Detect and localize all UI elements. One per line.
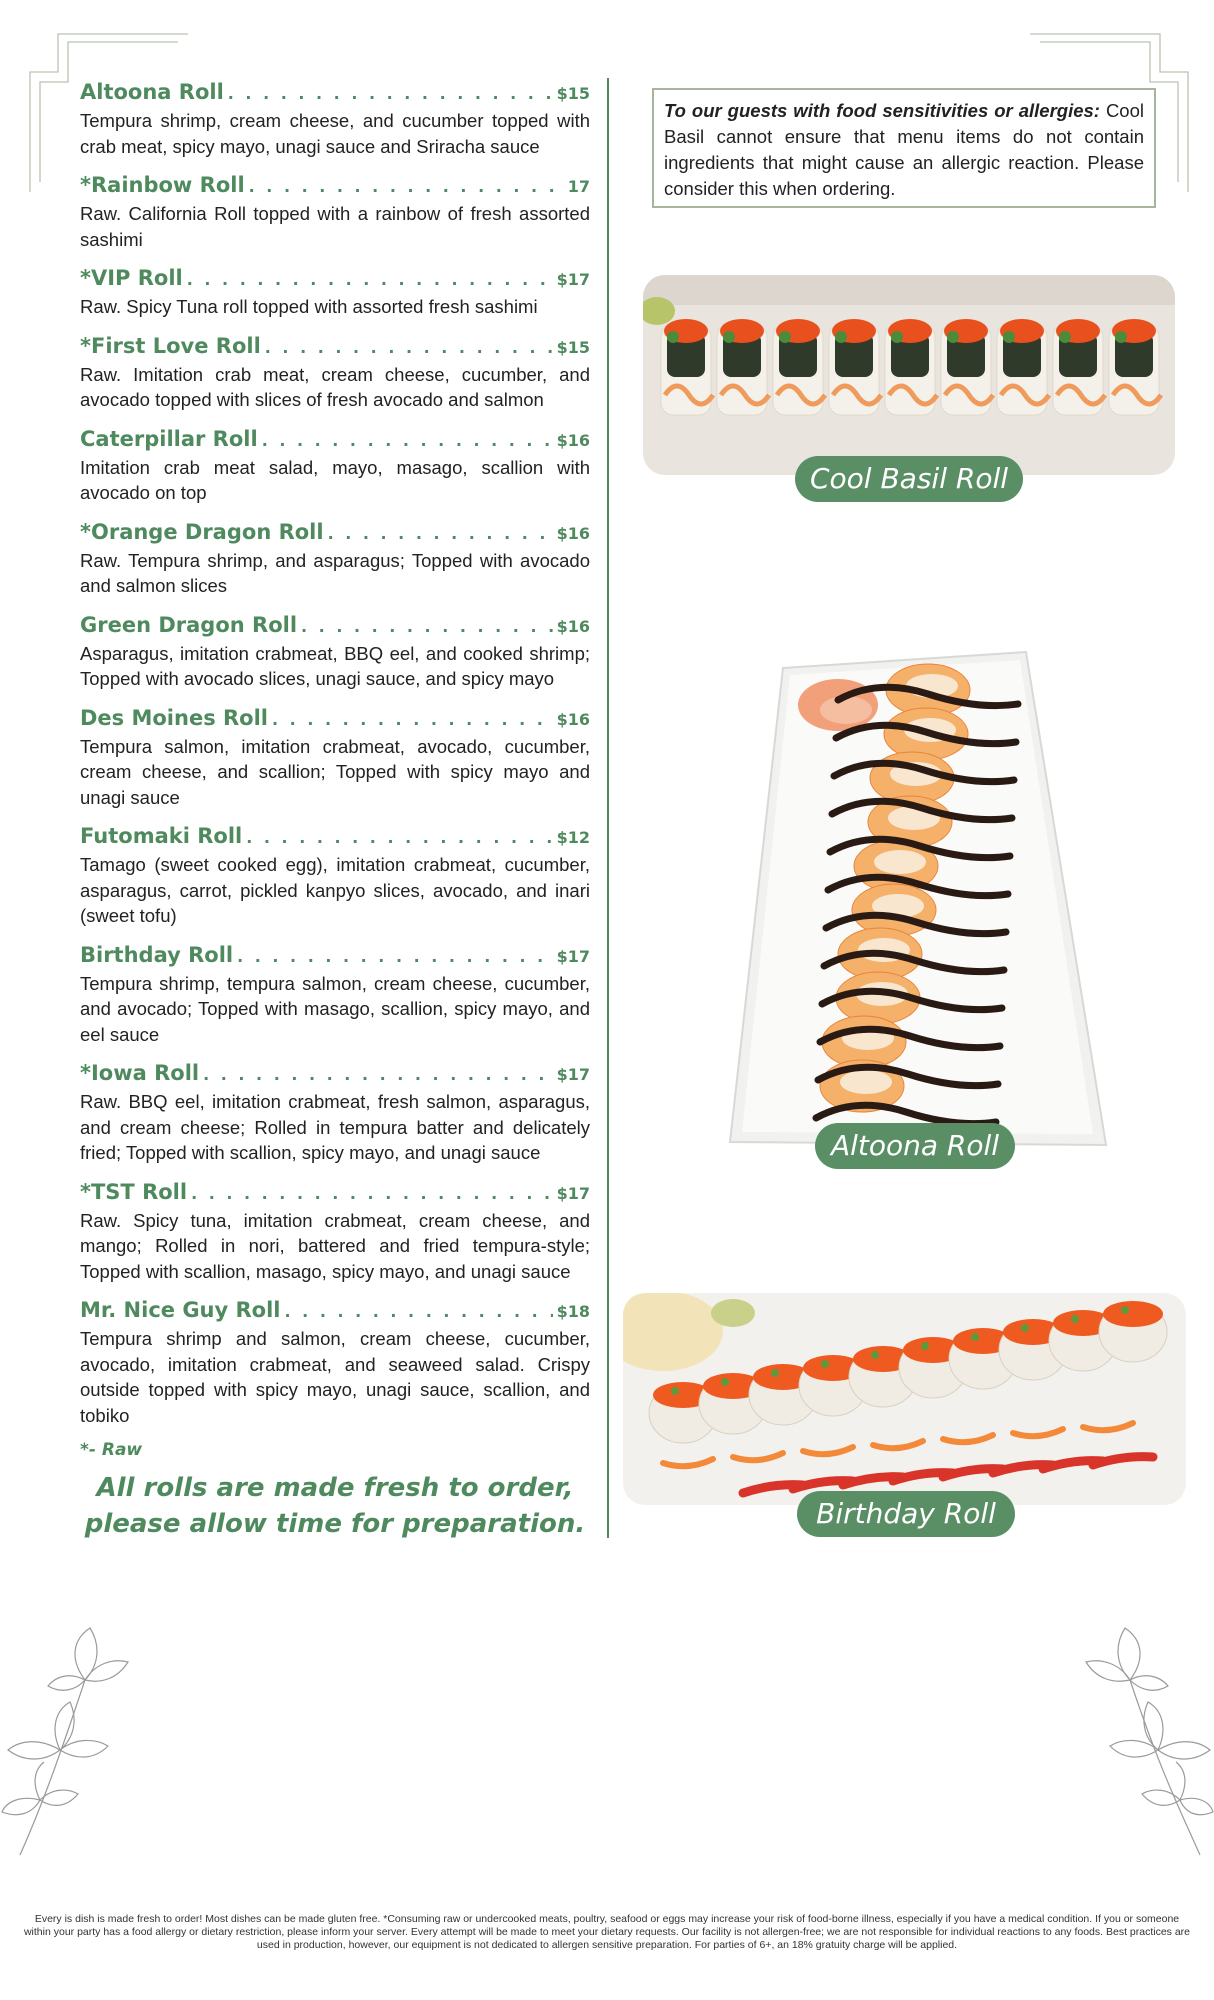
menu-item-name: *Iowa Roll xyxy=(80,1061,200,1085)
menu-item xyxy=(80,332,590,413)
dot-leader xyxy=(187,264,553,294)
menu-item-description: Tempura shrimp, cream cheese, and cucumber topped with crab meat, spicy mayo, unagi sauce and Sriracha sauce xyxy=(80,110,590,157)
menu-item-name: Des Moines Roll xyxy=(80,705,269,730)
menu-item-name: Caterpillar Roll xyxy=(80,426,258,451)
menu-item-header xyxy=(80,704,590,734)
dot-leader xyxy=(203,1059,552,1089)
menu-item xyxy=(80,1059,590,1166)
dot-leader xyxy=(285,1296,553,1326)
menu-item xyxy=(80,941,590,1048)
menu-item-name: *TST Roll xyxy=(80,1179,188,1204)
menu-item-name: Birthday Roll xyxy=(80,942,234,967)
menu-item-name: Mr. Nice Guy Roll xyxy=(80,1298,281,1322)
menu-item xyxy=(80,1178,590,1285)
menu-item xyxy=(80,78,590,159)
menu-item-name: *VIP Roll xyxy=(80,266,183,290)
menu-item-price: $12 xyxy=(556,828,590,847)
menu-item-name: Altoona Roll xyxy=(80,80,224,104)
magnolia-flower-icon xyxy=(0,1620,140,1860)
menu-item-name: Green Dragon Roll xyxy=(80,612,298,637)
menu-item xyxy=(80,264,590,320)
dot-leader xyxy=(265,332,553,362)
menu-item-description: Imitation crab meat salad, mayo, masago, scallion with avocado on top xyxy=(80,456,590,503)
menu-item xyxy=(80,611,590,692)
menu-item-price: $17 xyxy=(556,1183,590,1203)
allergy-notice xyxy=(652,88,1156,208)
menu-item-description: Tamago (sweet cooked egg), imitation crabmeat, cucumber, asparagus, carrot, pickled kanpyo slices, avocado, and inari (sweet tofu) xyxy=(80,854,590,926)
menu-item-name: *First Love Roll xyxy=(80,333,261,358)
menu-item-price: $17 xyxy=(556,1065,590,1084)
menu-item-description: Raw. Tempura shrimp, and asparagus; Topped with avocado and salmon slices xyxy=(80,549,590,596)
menu-item xyxy=(80,425,590,506)
menu-item-header xyxy=(80,332,590,362)
menu-item-header xyxy=(80,78,590,108)
footer-disclaimer: Every is dish is made fresh to order! Most dishes can be made gluten free. *Consuming raw or undercooked meats, poultry, seafood or eggs may increase your risk of food-borne illness, especially if you have a medical condition. If you or someone within your party has a food allergy or dietary restriction, please inform your server. Every attempt will be made to meet your dietary requests. Our facility is not allergen-free; we are not responsible for individual reactions to any foods. Best practices are used in production, however, our equipment is not dedicated to allergen sensitive preparation. For parties of 6+, an 18% gratuity charge will be applied. xyxy=(23,1913,1191,1951)
closing-line-1: All rolls are made fresh to order, xyxy=(96,1473,574,1503)
allergy-body: Cool Basil cannot ensure that menu items do not contain ingredients that might cause an allergic reaction. Please consider this when ordering. xyxy=(664,100,1144,199)
dot-leader xyxy=(191,1178,553,1208)
menu-item-header xyxy=(80,264,590,294)
menu-item-price: $16 xyxy=(556,430,590,450)
altoona-roll-photo xyxy=(728,650,1108,1155)
menu-item-header xyxy=(80,1178,590,1208)
menu-item-header xyxy=(80,822,590,852)
dot-leader xyxy=(237,941,552,971)
dot-leader xyxy=(301,611,553,641)
menu-item-description: Raw. California Roll topped with a rainbow of fresh assorted sashimi xyxy=(80,203,590,250)
menu-item-description: Raw. Spicy tuna, imitation crabmeat, cream cheese, and mango; Rolled in nori, battered and fried tempura-style; Topped with scallion, masago, spicy mayo, and unagi sauce xyxy=(80,1209,590,1282)
menu-item-header xyxy=(80,611,590,641)
menu-item-description: Tempura salmon, imitation crabmeat, avocado, cucumber, cream cheese, and scallion; Topped with spicy mayo and unagi sauce xyxy=(80,735,590,808)
menu-item-price: $17 xyxy=(556,946,590,966)
menu-item-header xyxy=(80,518,590,548)
menu-item-price: $18 xyxy=(556,1302,590,1321)
menu-item-description: Tempura shrimp and salmon, cream cheese, cucumber, avocado, imitation crabmeat, and seaweed salad. Crispy outside topped with spicy mayo, unagi sauce, scallion, and tobiko xyxy=(80,1328,590,1426)
menu-item xyxy=(80,518,590,599)
menu-item-price: $16 xyxy=(556,709,590,729)
column-divider xyxy=(607,78,609,1538)
menu-item-description: Raw. Spicy Tuna roll topped with assorted fresh sashimi xyxy=(80,296,538,317)
dot-leader xyxy=(262,425,553,455)
dot-leader xyxy=(272,704,553,734)
closing-note xyxy=(80,1470,590,1542)
raw-note: *- Raw xyxy=(80,1440,143,1460)
birthday-roll-photo xyxy=(623,1293,1186,1505)
menu-item-name: *Rainbow Roll xyxy=(80,173,245,197)
roll-menu xyxy=(80,78,590,1542)
allergy-lead: To our guests with food sensitivities or allergies: xyxy=(664,100,1100,121)
menu-item-header xyxy=(80,1059,590,1089)
menu-item-price: $15 xyxy=(556,337,590,357)
menu-item-price: 17 xyxy=(567,177,590,196)
menu-item-price: $16 xyxy=(556,523,590,543)
altoona-roll-label: Altoona Roll xyxy=(815,1123,1015,1169)
menu-item-price: $15 xyxy=(556,84,590,103)
dot-leader xyxy=(246,822,552,852)
birthday-roll-label: Birthday Roll xyxy=(797,1491,1015,1537)
menu-item-description: Raw. Imitation crab meat, cream cheese, cucumber, and avocado topped with slices of fresh avocado and salmon xyxy=(80,363,590,410)
menu-item-name: Futomaki Roll xyxy=(80,824,243,848)
cool-basil-roll-photo xyxy=(643,275,1175,475)
menu-item-description: Raw. BBQ eel, imitation crabmeat, fresh salmon, asparagus, and cream cheese; Rolled in tempura batter and delicately fried; Topped with scallion, spicy mayo, and unagi sauce xyxy=(80,1091,590,1163)
menu-item xyxy=(80,1296,590,1428)
menu-item-description: Tempura shrimp, tempura salmon, cream cheese, cucumber, and avocado; Topped with masago, scallion, spicy mayo, and eel sauce xyxy=(80,972,590,1045)
menu-item-header xyxy=(80,941,590,971)
menu-item-header xyxy=(80,425,590,455)
dot-leader xyxy=(228,78,553,108)
menu-item-name: *Orange Dragon Roll xyxy=(80,519,324,544)
magnolia-flower-icon xyxy=(1080,1620,1214,1860)
menu-item-header xyxy=(80,1296,590,1326)
menu-item-header xyxy=(80,171,590,201)
menu-item-price: $17 xyxy=(556,270,590,289)
menu-item-price: $16 xyxy=(556,616,590,636)
menu-item xyxy=(80,822,590,929)
menu-item xyxy=(80,171,590,252)
menu-item xyxy=(80,704,590,811)
closing-line-2: please allow time for preparation. xyxy=(84,1509,586,1539)
dot-leader xyxy=(328,518,553,548)
menu-item-description: Asparagus, imitation crabmeat, BBQ eel, and cooked shrimp; Topped with avocado slices, unagi sauce, and spicy mayo xyxy=(80,642,590,689)
cool-basil-roll-label: Cool Basil Roll xyxy=(795,456,1023,502)
dot-leader xyxy=(249,171,564,201)
